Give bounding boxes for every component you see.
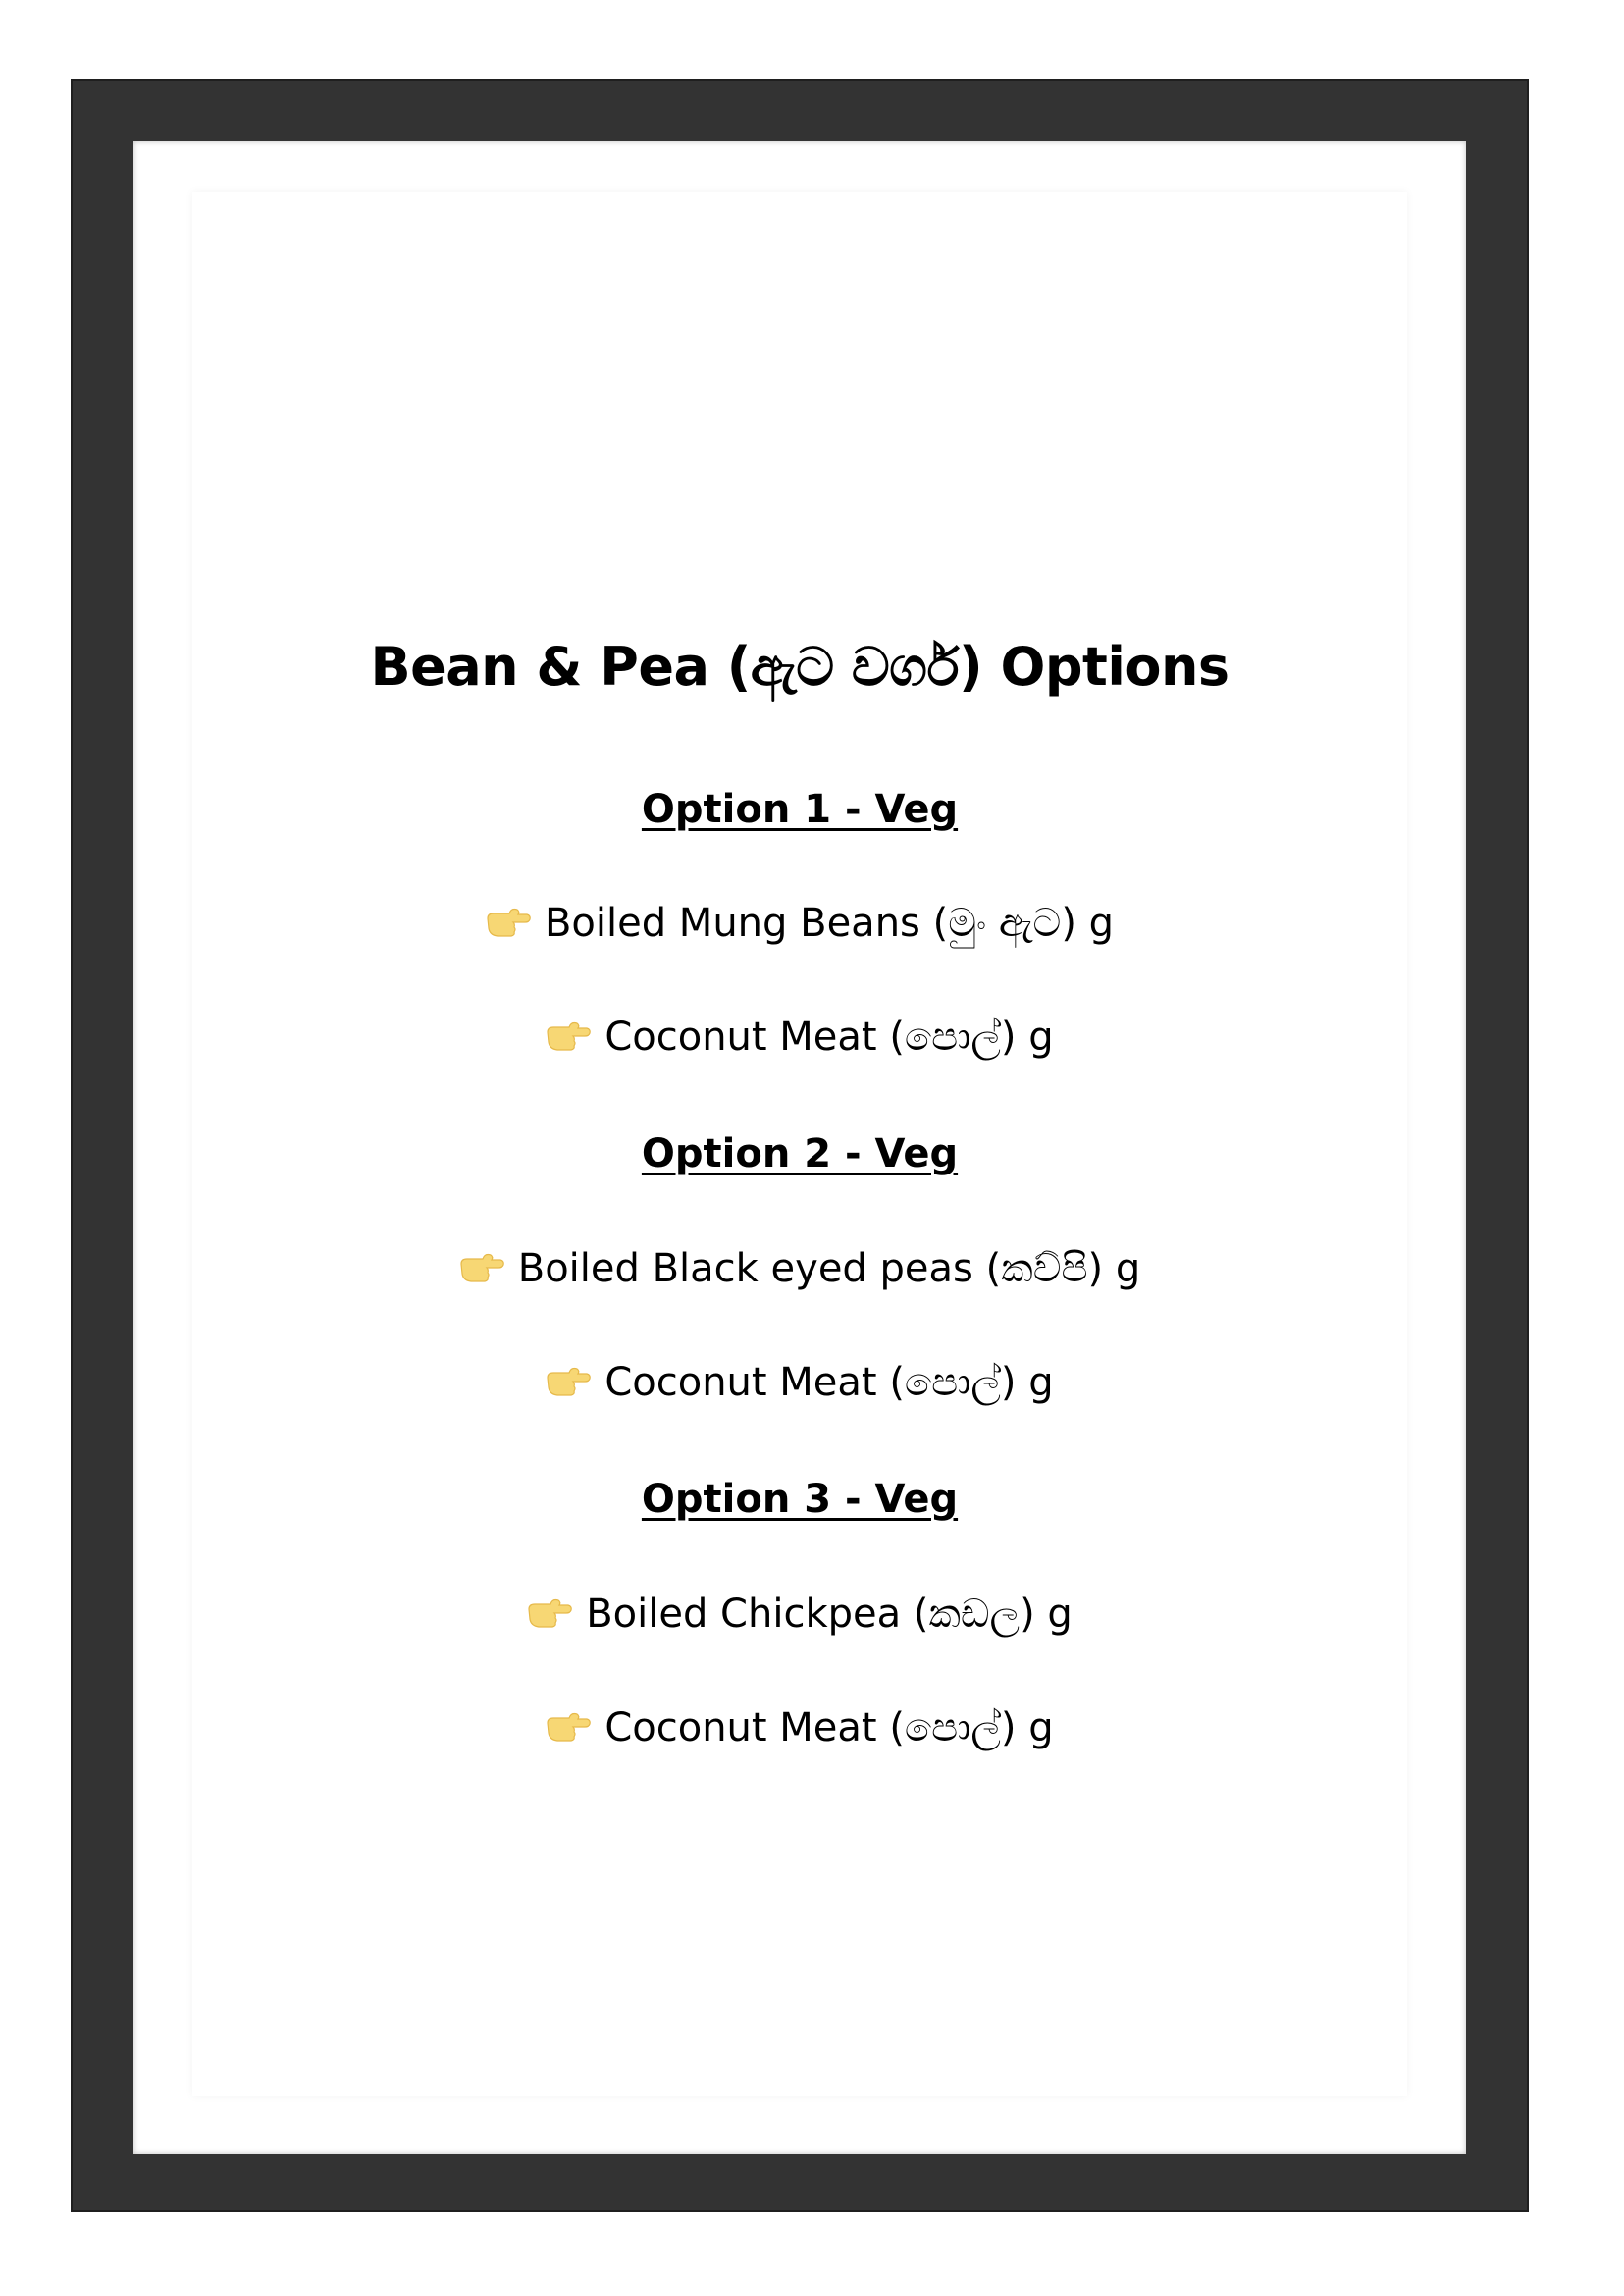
option-2-item-1 xyxy=(192,1244,1407,1293)
item-text: Coconut Meat (පොල්) g xyxy=(604,1705,1054,1750)
item-text: Boiled Mung Beans (මුං ඇට) g xyxy=(544,901,1115,946)
pointing-hand-icon xyxy=(546,1709,591,1743)
item-text: Boiled Chickpea (කඩල) g xyxy=(586,1592,1073,1637)
option-1-heading: Option 1 - Veg xyxy=(641,787,959,832)
picture-frame xyxy=(71,79,1529,2212)
option-3-item-2 xyxy=(192,1703,1407,1752)
poster-page xyxy=(192,192,1407,2096)
pointing-hand-icon xyxy=(546,1018,591,1052)
pointing-hand-icon xyxy=(527,1595,572,1629)
item-text: Coconut Meat (පොල්) g xyxy=(604,1360,1054,1405)
option-3-heading: Option 3 - Veg xyxy=(641,1477,959,1522)
option-2-heading: Option 2 - Veg xyxy=(641,1131,959,1176)
pointing-hand-icon xyxy=(486,905,531,938)
option-1-item-1 xyxy=(192,899,1407,948)
page-title: Bean & Pea (ඇට වර්ග) Options xyxy=(370,636,1230,698)
item-text: Coconut Meat (පොල්) g xyxy=(604,1015,1054,1060)
pointing-hand-icon xyxy=(459,1250,504,1283)
option-3-item-1 xyxy=(192,1590,1407,1639)
frame-mat xyxy=(133,141,1466,2154)
item-text: Boiled Black eyed peas (කව්පි) g xyxy=(517,1246,1141,1291)
pointing-hand-icon xyxy=(546,1364,591,1397)
option-1-item-2 xyxy=(192,1013,1407,1062)
option-2-item-2 xyxy=(192,1358,1407,1407)
